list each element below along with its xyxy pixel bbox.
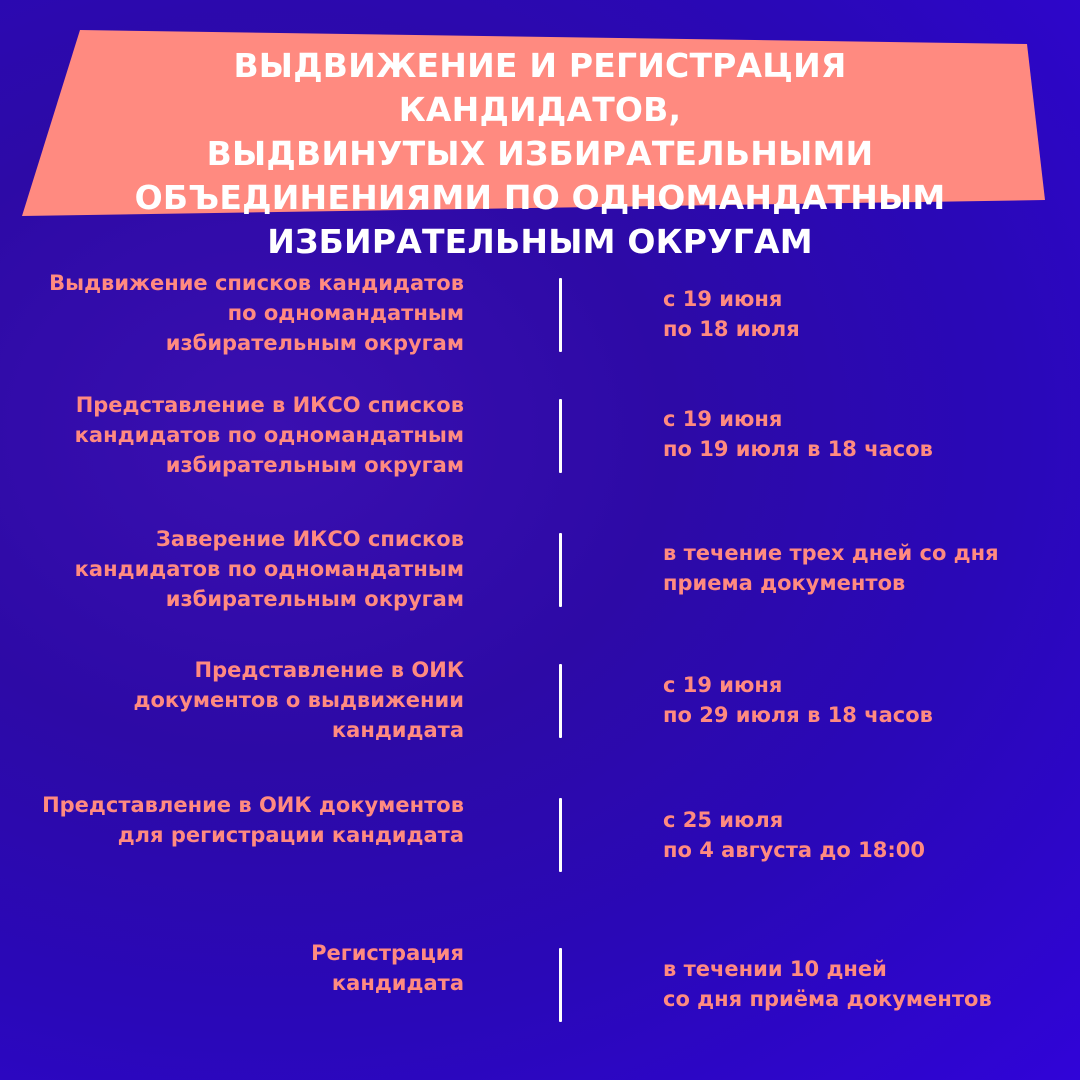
row-value: [663, 284, 1063, 344]
title-banner: [0, 0, 1080, 261]
value-line: приема документов: [663, 571, 906, 595]
row-label: [24, 390, 464, 480]
row-divider: [559, 798, 562, 872]
label-line: по одномандатным: [227, 301, 464, 325]
value-line: по 19 июля в 18 часов: [663, 437, 933, 461]
label-line: Регистрация: [311, 941, 464, 965]
row-value: [663, 670, 1063, 730]
label-line: Выдвижение списков кандидатов: [49, 271, 464, 295]
row-value: [663, 954, 1063, 1014]
row-label: [24, 655, 464, 745]
row-value: [663, 404, 1063, 464]
value-line: по 4 августа до 18:00: [663, 838, 925, 862]
label-line: кандидатов по одномандатным: [74, 423, 464, 447]
value-line: с 19 июня: [663, 407, 783, 431]
label-line: кандидата: [331, 971, 464, 995]
value-line: в течение трех дней со дня: [663, 541, 999, 565]
title-line: ВЫДВИНУТЫХ ИЗБИРАТЕЛЬНЫМИ: [206, 134, 874, 173]
value-line: с 19 июня: [663, 673, 783, 697]
row-label: [24, 790, 464, 850]
row-value: [663, 805, 1063, 865]
label-line: документов о выдвижении: [133, 688, 464, 712]
value-line: с 19 июня: [663, 287, 783, 311]
row-label: [24, 524, 464, 614]
title-line: ВЫДВИЖЕНИЕ И РЕГИСТРАЦИЯ КАНДИДАТОВ,: [233, 46, 847, 129]
label-line: Представление в ИКСО списков: [75, 393, 464, 417]
label-line: избирательным округам: [165, 331, 464, 355]
page-title: [90, 44, 990, 264]
title-line: ОБЪЕДИНЕНИЯМИ ПО ОДНОМАНДАТНЫМ: [134, 178, 946, 217]
row-divider: [559, 533, 562, 607]
label-line: кандидатов по одномандатным: [74, 557, 464, 581]
row-divider: [559, 948, 562, 1022]
value-line: по 29 июля в 18 часов: [663, 703, 933, 727]
value-line: с 25 июля: [663, 808, 784, 832]
label-line: избирательным округам: [165, 453, 464, 477]
row-divider: [559, 278, 562, 352]
label-line: Заверение ИКСО списков: [155, 527, 464, 551]
row-label: [24, 938, 464, 998]
label-line: для регистрации кандидата: [117, 823, 464, 847]
value-line: в течении 10 дней: [663, 957, 887, 981]
label-line: избирательным округам: [165, 587, 464, 611]
row-divider: [559, 664, 562, 738]
label-line: Представление в ОИК: [194, 658, 464, 682]
label-line: кандидата: [331, 718, 464, 742]
row-value: [663, 538, 1063, 598]
row-divider: [559, 399, 562, 473]
title-line: ИЗБИРАТЕЛЬНЫМ ОКРУГАМ: [267, 222, 813, 261]
value-line: по 18 июля: [663, 317, 800, 341]
row-label: [24, 268, 464, 358]
label-line: Представление в ОИК документов: [42, 793, 464, 817]
value-line: со дня приёма документов: [663, 987, 992, 1011]
